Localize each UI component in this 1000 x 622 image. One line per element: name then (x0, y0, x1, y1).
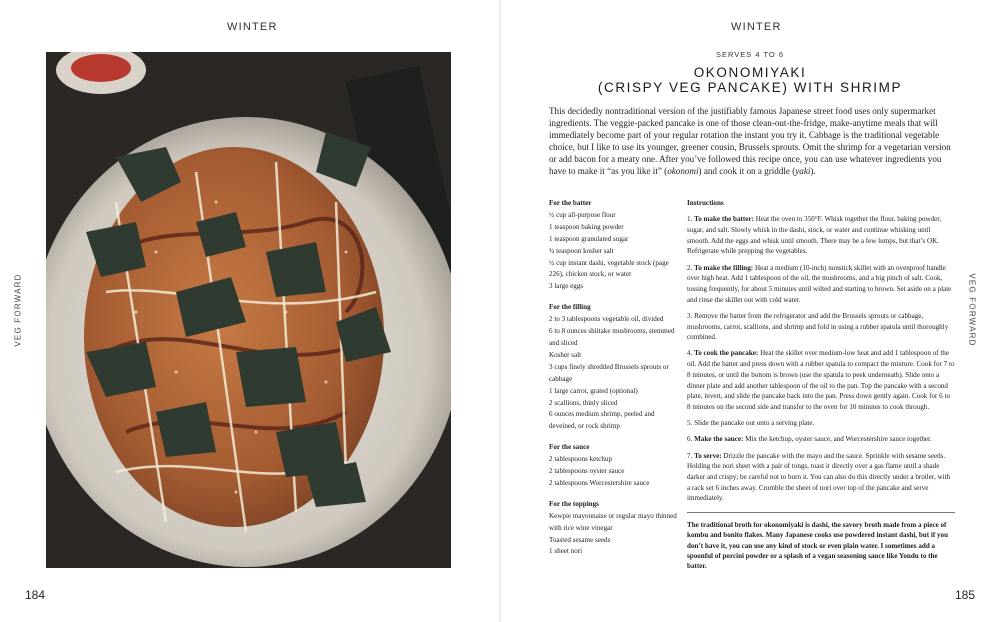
left-page-number: 184 (25, 588, 46, 602)
step-label: To make the batter: (694, 215, 754, 224)
ingredient-item: 6 ounces medium shrimp, peeled and deveined, or rock shrimp (549, 410, 655, 431)
step-number: 5. (687, 419, 693, 428)
left-side-label: VEG FORWARD (13, 273, 23, 347)
ingredient-item: 1 sheet nori (549, 547, 583, 556)
ingredient-item: Toasted sesame seeds (549, 535, 611, 544)
ingredient-item: 1 teaspoon granulated sugar (549, 234, 629, 243)
ingredient-item: 2 to 3 tablespoons vegetable oil, divided (549, 315, 664, 324)
recipe-title (550, 65, 950, 95)
step-text: Mix the ketchup, oyster sauce, and Worcestershire sauce together. (743, 435, 932, 444)
instructions (687, 198, 955, 504)
ingredients-list (549, 198, 679, 558)
ingredient-item: 3 large eggs (549, 282, 584, 291)
okonomiyaki-photo-illustration (46, 52, 451, 568)
recipe-intro: This decidedly nontraditional version of the justifiably famous Japanese street food uses only supermarket ingredients. The veggie-packed pancake is one of those clean-out-the-fridge, make-anytime meals that will immediately become part of your regular rotation the instant you try it. Cabbage is the traditional vegetable choice, but I like to use its younger, greener cousin, Brussels sprouts. Omit the shrimp for a vegetarian version or add bacon for a meaty one. After you’ve followed this recipe once, you can use whatever ingredients you have to make it “as you like it” (okonomi) and cook it on a griddle (yaki). (549, 106, 951, 177)
step-number: 4. (687, 349, 693, 358)
serves-line: SERVES 4 TO 6 (715, 50, 785, 59)
ingredient-item: 1 teaspoon baking powder (549, 222, 624, 231)
instruction-step (687, 311, 955, 343)
step-text: Slide the pancake out onto a serving plate. (694, 419, 815, 428)
ingredient-item: 2 tablespoons Worcestershire sauce (549, 478, 650, 487)
recipe-title-line-2: (CRISPY VEG PANCAKE) WITH SHRIMP (597, 80, 903, 95)
ingredient-item: ¾ teaspoon kosher salt (549, 246, 614, 255)
ingredient-item: Kewpie mayonnaise or regular mayo thinned with rice wine vinegar (549, 511, 677, 532)
instructions-heading: Instructions (687, 199, 724, 207)
step-text: Remove the batter from the refrigerator and add the Brussels sprouts or cabbage, mushrooms, carrot, scallions, and shrimp and fold in using a rubber spatula until thoroughly combined. (687, 311, 949, 342)
instruction-step (687, 418, 955, 429)
ingredient-item: 2 tablespoons oyster sauce (549, 467, 625, 476)
step-number: 3. (687, 311, 693, 320)
instruction-step (687, 348, 955, 412)
ingredient-group-heading: For the toppings (549, 499, 599, 508)
step-number: 6. (687, 435, 693, 444)
ingredient-item: 3 cups finely shredded Brussels sprouts or cabbage (549, 362, 669, 383)
right-side-label: VEG FORWARD (967, 273, 977, 347)
ingredient-item: ½ cup instant dashi, vegetable stock (page 226), chicken stock, or water (549, 258, 669, 279)
intro-italic-okonomi: okonomi (667, 166, 699, 177)
ingredient-item: Kosher salt (549, 350, 582, 359)
step-number: 7. (687, 451, 693, 460)
step-text: Drizzle the pancake with the mayo and the sauce. Sprinkle with sesame seeds. Holding the nori sheet with a pair of tongs, toast it directly over a gas flame until a shade darker and crispy; be careful not to burn it. You can also do this directly under a broiler, with a rack set 6 inches away. Crumble the sheet of nori over top of the pancake and serve immediately. (687, 451, 951, 503)
page-gutter (499, 0, 501, 622)
ingredient-group-heading: For the batter (549, 199, 592, 207)
ingredient-item: 2 scallions, thinly sliced (549, 398, 618, 407)
instruction-steps (687, 214, 955, 504)
ingredient-item: 2 tablespoons ketchup (549, 455, 613, 464)
instruction-step (687, 214, 955, 257)
step-label: To serve: (694, 451, 722, 460)
step-text: Heat the oven to 350°F. Whisk together the flour, baking powder, sugar, and salt. Slowly whisk in the dashi, stock, or water and continue whisking until smooth. Add the eggs and whisk until smooth. There may be a few lumps, but that’s OK. Refrigerate while prepping the vegetables. (687, 215, 942, 256)
instruction-step (687, 434, 955, 445)
left-running-head: WINTER (227, 21, 278, 33)
ingredient-item: 1 large carrot, grated (optional) (549, 386, 638, 395)
step-text: Heat a medium (10-inch) nonstick skillet with an ovenproof handle over high heat. Add 1 tablespoon of the oil, the mushrooms, and a big pinch of salt. Cook, tossing frequently, for about 5 minutes until wilted and starting to brown. Set aside on a plate and rinse the skillet out with cold water. (687, 263, 952, 304)
recipe-photo (46, 52, 451, 568)
step-text: Heat the skillet over medium-low heat and add 1 tablespoon of the oil. Add the batter and press down with a rubber spatula to compact the mixture. Cook for 7 to 8 minutes, or until the bottom is brown (use the spatula to peek underneath). Slide onto a dinner plate and add another tablespoon of the oil to the pan. Top the pancake with a second plate, invert, and slide the pancake back into the pan. Press down gently again. Cook for 6 to 8 minutes on the second side and transfer to the oven for 10 minutes to cook through. (687, 349, 955, 411)
step-number: 1. (687, 215, 693, 224)
right-page-number: 185 (955, 588, 976, 602)
ingredient-group-heading: For the sauce (549, 443, 590, 452)
right-running-head: WINTER (731, 21, 782, 33)
instruction-step (687, 451, 955, 505)
step-label: To cook the pancake: (694, 349, 759, 358)
chili-flakes (71, 54, 131, 82)
ingredient-item: ½ cup all-purpose flour (549, 210, 616, 219)
dashi-note: The traditional broth for okonomiyaki is dashi, the savory broth made from a piece of kombu and bonito flakes. Many Japanese cooks use powdered instant dashi, but if you don’t have it, you can use any kind of stock or even plain water. I sometimes add a spoonful of porcini powder or a splash of a vegan seasoning sauce like Yondu to the batter. (687, 512, 955, 571)
ingredient-item: 6 to 8 ounces shiitake mushrooms, stemmed and sliced (549, 327, 675, 347)
recipe-title-line-1: OKONOMIYAKI (693, 65, 807, 80)
step-label: To make the filling: (694, 263, 754, 272)
step-number: 2. (687, 263, 693, 272)
instruction-step (687, 263, 955, 306)
ingredient-group-heading: For the filling (549, 303, 591, 312)
intro-italic-yaki: yaki (795, 166, 811, 177)
step-label: Make the sauce: (694, 435, 744, 444)
